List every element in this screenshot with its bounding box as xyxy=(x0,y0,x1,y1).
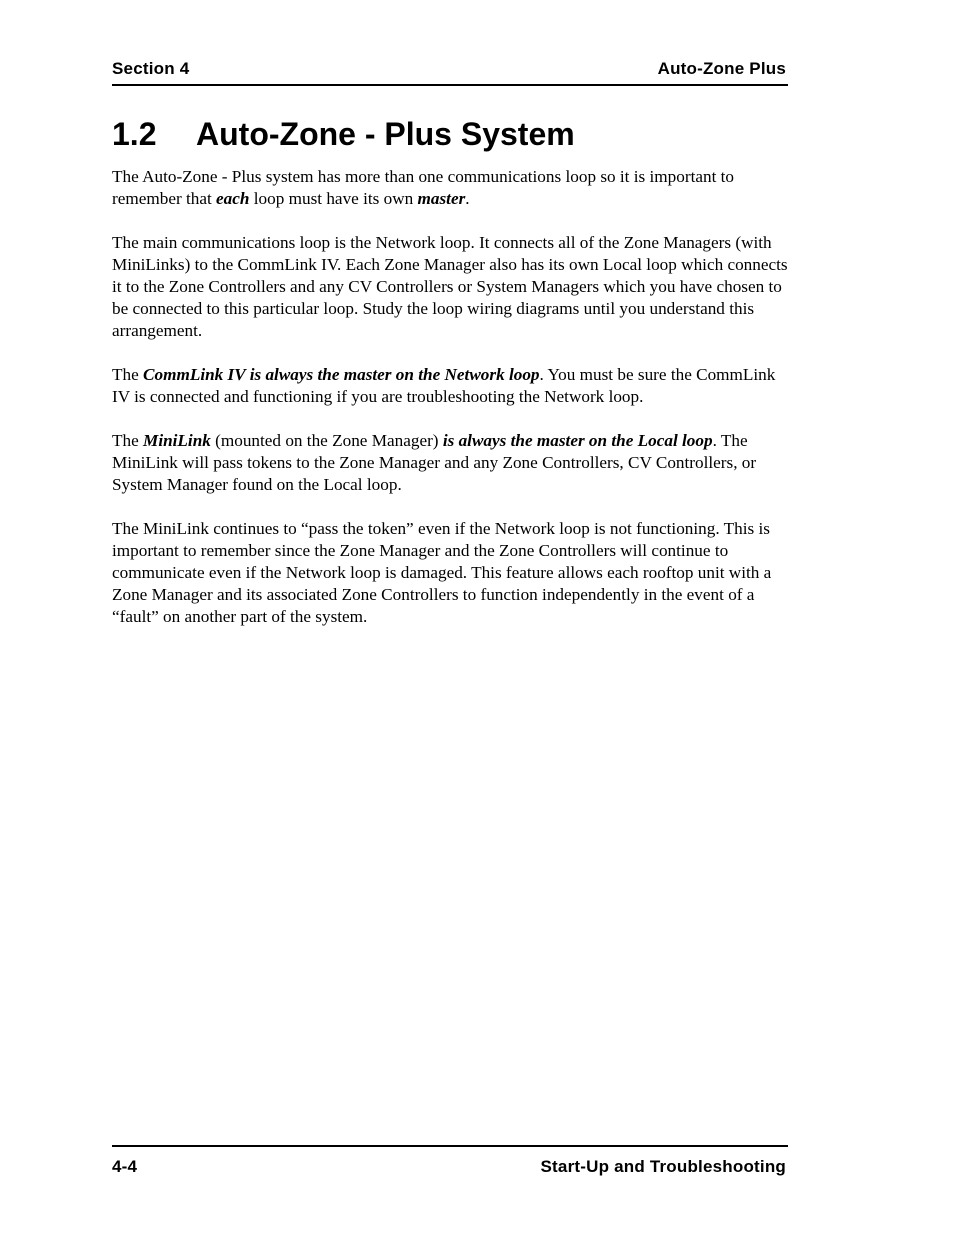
emphasis-local-master: is always the master on the Local loop xyxy=(442,431,713,450)
paragraph-2: The main communications loop is the Network loop. It connects all of the Zone Managers (with MiniLinks) to the CommLink IV. Each Zone Manager also has its own Local loop which connects it to the Zone Controllers and any CV Controllers or System Managers which you have chosen to be connected to this particular loop. Study the loop wiring diagrams until you understand this arrangement. xyxy=(112,233,788,340)
text-run: . xyxy=(465,189,470,208)
text-run: The xyxy=(112,431,144,450)
emphasis-master: master xyxy=(417,189,466,208)
text-run: The xyxy=(112,365,144,384)
section-title xyxy=(112,112,575,156)
section-title-text: Auto-Zone - Plus System xyxy=(196,116,575,152)
emphasis-each: each xyxy=(216,189,250,208)
text-run: . The MiniLink will pass tokens to the Zone Manager and any Zone Controllers, CV Controllers, or System Manager found on the Local loop. xyxy=(112,431,757,494)
header-section: Section 4 xyxy=(112,59,190,78)
paragraph-4 xyxy=(112,430,792,496)
emphasis-minilink: MiniLink xyxy=(143,431,211,450)
text-run: (mounted on the Zone Manager) xyxy=(210,431,443,450)
page-footer xyxy=(112,1145,788,1181)
text-run: . You must be sure the CommLink IV is connected and functioning if you are troubleshooting the Network loop. xyxy=(112,365,776,406)
body-text xyxy=(112,166,792,650)
footer-chapter: Start-Up and Troubleshooting xyxy=(540,1157,786,1176)
paragraph-3 xyxy=(112,364,792,408)
page-header xyxy=(112,59,788,86)
text-run: loop must have its own xyxy=(249,189,418,208)
paragraph-1 xyxy=(112,166,792,210)
header-product: Auto-Zone Plus xyxy=(657,59,786,78)
emphasis-commlink: CommLink IV is always the master on the Network loop xyxy=(143,365,540,384)
paragraph-5: The MiniLink continues to “pass the token” even if the Network loop is not functioning. This is important to remember since the Zone Manager and the Zone Controllers will continue to communicate even if the Network loop is damaged. This feature allows each rooftop unit with a Zone Manager and its associated Zone Controllers to function independently in the event of a “fault” on another part of the system. xyxy=(112,519,772,626)
text-run: The Auto-Zone - Plus system has more than one communications loop so it is important to remember that xyxy=(112,167,735,208)
section-number: 1.2 xyxy=(112,116,157,152)
footer-page-number: 4-4 xyxy=(112,1157,138,1176)
